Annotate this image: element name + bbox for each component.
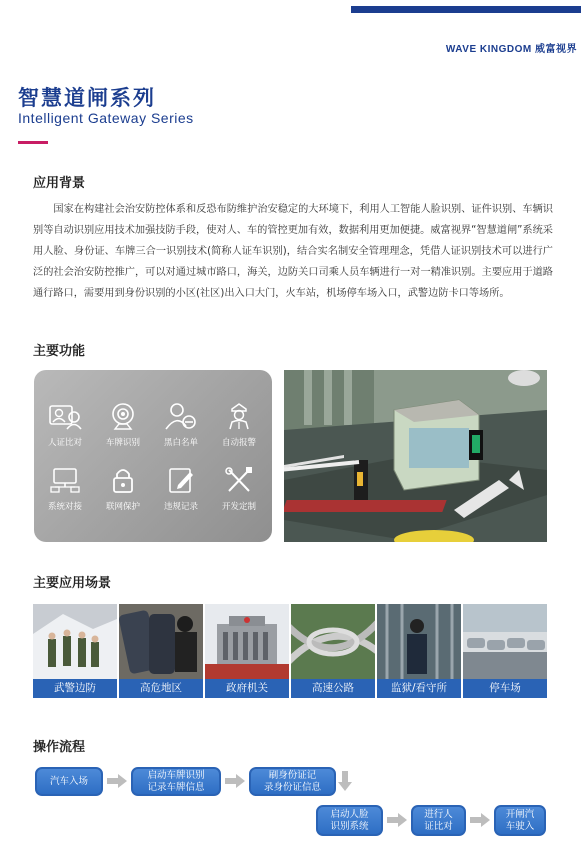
gateway-product-photo: [284, 370, 547, 542]
title-underline: [18, 141, 48, 144]
scenes-row: [33, 604, 548, 698]
feature-plate: [94, 402, 152, 448]
scene-government: [205, 604, 289, 698]
arrow-down-icon: [338, 771, 352, 791]
camera-icon: [106, 402, 140, 430]
process-step-id-compare: 进行人 证比对: [411, 805, 466, 836]
scene-label: 武警边防: [33, 679, 117, 698]
scene-label: 高危地区: [119, 679, 203, 698]
police-icon: [222, 402, 256, 430]
scene-label: 停车场: [463, 679, 547, 698]
process-heading: 操作流程: [33, 740, 86, 755]
arrow-right-icon: [470, 813, 490, 827]
top-accent-bar: [351, 6, 581, 13]
brand-name: WAVE KINGDOM 威富视界: [445, 44, 577, 55]
scene-parking: [463, 604, 547, 698]
scene-label: 政府机关: [205, 679, 289, 698]
feature-blacklist: [152, 402, 210, 448]
scene-label: 高速公路: [291, 679, 375, 698]
user-list-icon: [164, 402, 198, 430]
id-compare-icon: [48, 402, 82, 430]
page-subtitle: Intelligent Gateway Series: [18, 110, 194, 126]
features-panel: [34, 370, 272, 542]
scenes-heading: 主要应用场景: [33, 576, 112, 591]
arrow-right-icon: [107, 774, 127, 788]
features-heading: 主要功能: [33, 344, 86, 359]
feature-label: 黑白名单: [163, 438, 198, 448]
process-step-id-card: 刷身份证记 录身份证信息: [249, 767, 336, 796]
background-text: 国家在构建社会治安防控体系和反恐布防维护治安稳定的大环境下，利用人工智能人脸识别、证件识别、车辆识别等自动识别应用技术加强技防手段，使对人、车的管控更加有效，数据利用更加便捷。威富视界“智慧道闸”系统采用人脸、身份证、车牌三合一识别技术(简称人证车识别)，结合实名制安全管理理念，凭借人证识别技术可以进行广泛的社会治安防控推广，可以对通过城市路口，海关，边防关口司乘人员车辆进行一对一精准识别。主要应用于道路通行路口，需要用到身份识别的小区(社区)出入口大门，火车站，机场停车场入口，武警边防卡口等场所。: [33, 204, 553, 299]
background-heading: 应用背景: [33, 176, 86, 191]
scene-label: 监狱/看守所: [377, 679, 461, 698]
scene-highway: [291, 604, 375, 698]
feature-label: 违规记录: [163, 502, 198, 512]
feature-label: 开发定制: [221, 502, 256, 512]
feature-violation-record: [152, 466, 210, 512]
process-step-face-recognition: 启动人脸 识别系统: [316, 805, 383, 836]
process-step-plate-recognition: 启动车牌识别 记录车牌信息: [131, 767, 221, 796]
arrow-right-icon: [387, 813, 407, 827]
feature-label: 联网保护: [105, 502, 140, 512]
scene-border-police: [33, 604, 117, 698]
system-link-icon: [48, 466, 82, 494]
edit-record-icon: [164, 466, 198, 494]
feature-system-link: [36, 466, 94, 512]
scene-high-risk: [119, 604, 203, 698]
process-step-vehicle-enter: 汽车入场: [35, 767, 103, 796]
arrow-right-icon: [225, 774, 245, 788]
tools-icon: [222, 466, 256, 494]
feature-label: 自动报警: [221, 438, 256, 448]
page-title: 智慧道闸系列: [18, 86, 156, 110]
lock-icon: [106, 466, 140, 494]
process-step-gate-open: 开闸汽 车驶入: [494, 805, 546, 836]
feature-alarm: [210, 402, 268, 448]
feature-label: 系统对接: [47, 502, 82, 512]
feature-id-compare: [36, 402, 94, 448]
feature-network-protect: [94, 466, 152, 512]
feature-label: 人证比对: [47, 438, 82, 448]
feature-custom-dev: [210, 466, 268, 512]
scene-prison: [377, 604, 461, 698]
feature-label: 车牌识别: [105, 438, 140, 448]
